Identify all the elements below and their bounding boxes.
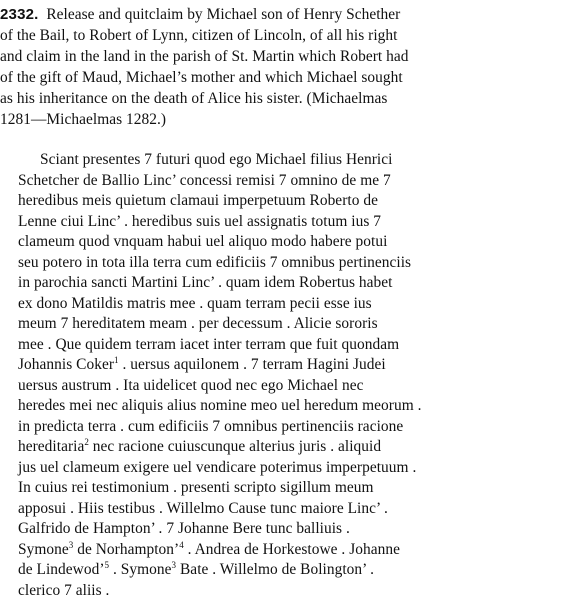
footnote-marker: 2 <box>84 437 89 447</box>
charter-text-segment: nec racione cuiuscunque alterius juris . aliquid <box>88 438 382 455</box>
charter-line-17: In cuius rei testimonium . presenti scripto sigillum meum <box>18 479 374 496</box>
summary-line-6: 1281—Michaelmas 1282.) <box>0 111 167 128</box>
charter-line-16: jus uel clameum exigere uel vendicare poterimus imperpetuum . <box>18 458 417 476</box>
charter-line-1: Sciant presentes 7 futuri quod ego Michael filius Henrici <box>40 151 393 168</box>
charter-number: 2332. <box>0 6 39 23</box>
charter-line-22: clerico 7 aliis . <box>18 581 110 599</box>
charter-text-segment: de Lindewod’ <box>18 561 105 578</box>
footnote-marker: 3 <box>68 539 74 550</box>
footnote-marker: 4 <box>179 539 184 550</box>
charter-line-4: Lenne ciui Linc’ . heredibus suis uel assignatis totum ius 7 <box>18 212 382 230</box>
charter-line-18: apposui . Hiis testibus . Willelmo Cause tunc maiore Linc’ . <box>18 499 388 517</box>
footnote-marker: 5 <box>104 560 110 570</box>
summary-text-1: Release and quitclaim by Michael son of Henry Schether <box>46 6 401 23</box>
summary-line-1 <box>0 5 400 25</box>
charter-line-10: mee . Que quidem terram iacet inter terram que fuit quondam <box>18 335 400 353</box>
summary-line-3: and claim in the land in the parish of St. Martin which Robert had <box>0 48 409 65</box>
charter-line-19: Galfrido de Hampton’ . 7 Johanne Bere tunc balliuis . <box>18 520 350 537</box>
summary-line-4: of the gift of Maud, Michael’s mother and which Michael sought <box>0 69 403 86</box>
charter-line-15 <box>18 437 381 457</box>
charter-line-2: Schetcher de Ballio Linc’ concessi remisi 7 omnino de me 7 <box>18 171 391 189</box>
charter-line-9: meum 7 hereditatem meam . per decessum . Alicie sororis <box>18 315 378 332</box>
charter-text-segment: hereditaria <box>18 438 85 455</box>
charter-text-segment: . Symone <box>109 561 172 578</box>
charter-line-11 <box>18 355 386 375</box>
charter-line-3: heredibus meis quietum clamaui imperpetuum Roberto de <box>18 192 378 209</box>
charter-line-7: in parochia sancti Martini Linc’ . quam idem Robertus habet <box>18 274 393 291</box>
charter-line-20 <box>18 540 400 560</box>
charter-text-segment: Bate . Willelmo de Bolington’ . <box>176 561 374 578</box>
summary-line-5: as his inheritance on the death of Alice his sister. (Michaelmas <box>0 90 388 107</box>
charter-line-21 <box>18 560 374 580</box>
charter-text-segment: Johannis Coker <box>18 356 115 373</box>
charter-line-12: uersus austrum . Ita uidelicet quod nec ego Michael nec <box>18 376 364 394</box>
charter-text-segment: de Norhampton’ <box>73 540 180 558</box>
summary-line-2: of the Bail, to Robert of Lynn, citizen of Lincoln, of all his right <box>0 27 398 44</box>
footnote-marker: 3 <box>171 560 177 570</box>
charter-line-5: clameum quod vnquam habui uel aliquo modo habere potui <box>18 233 388 250</box>
charter-line-14: in predicta terra . cum edificiis 7 omnibus pertinenciis racione <box>18 417 404 435</box>
charter-text-segment: Symone <box>18 540 69 558</box>
charter-text-segment: . uersus aquilonem . 7 terram Hagini Judei <box>118 356 386 373</box>
footnote-marker: 1 <box>114 355 119 365</box>
charter-line-8: ex dono Matildis matris mee . quam terram pecii esse ius <box>18 294 372 312</box>
charter-text-segment: . Andrea de Horkestowe . Johanne <box>183 540 400 558</box>
charter-line-6: seu potero in tota illa terra cum edificiis 7 omnibus pertinenciis <box>18 253 412 271</box>
charter-line-13: heredes mei nec aliquis alius nomine meo uel heredum meorum . <box>18 397 422 414</box>
